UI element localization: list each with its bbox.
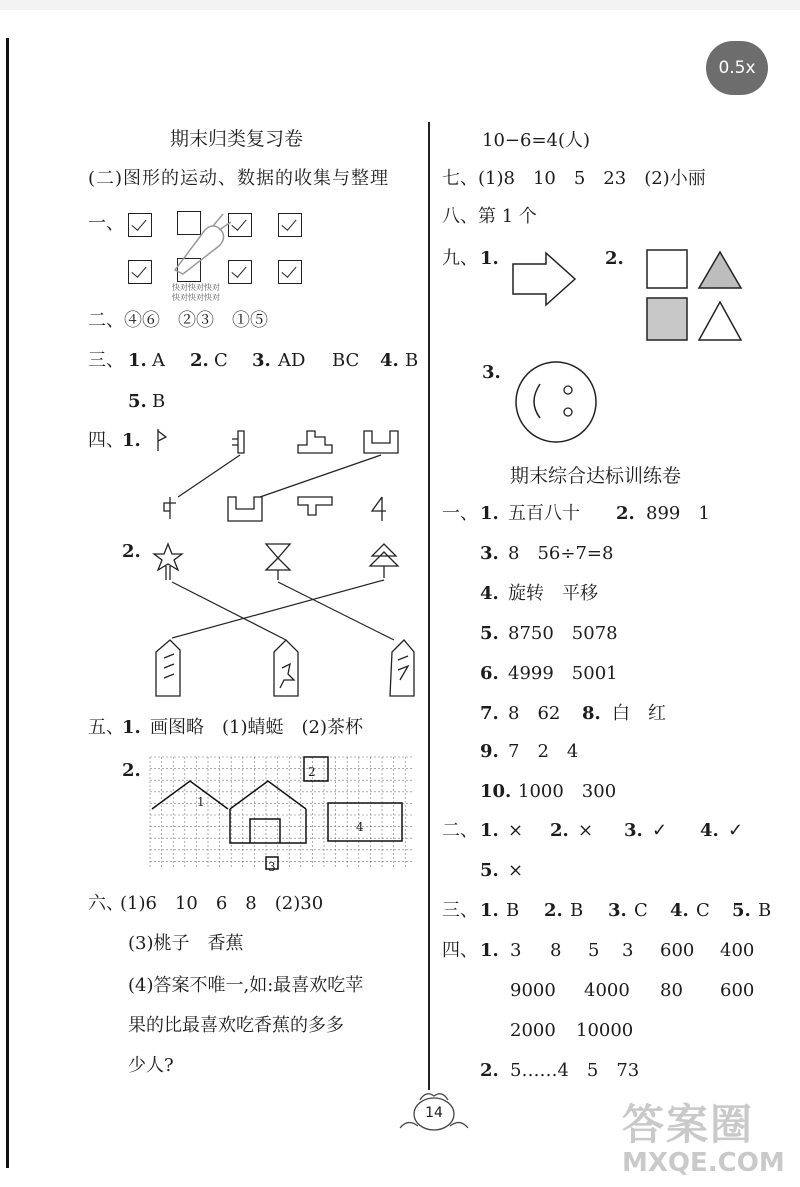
q4-label: 四、 bbox=[88, 430, 124, 451]
grid-label: 2 bbox=[308, 765, 316, 779]
q9-3-num: 3. bbox=[482, 362, 501, 383]
s4-val: 4000 bbox=[584, 980, 630, 1001]
s1-item-text: 旋转 平移 bbox=[508, 583, 598, 604]
s1-item-num: 1. bbox=[480, 503, 499, 524]
q5-1-num: 1. bbox=[122, 717, 141, 738]
s1-item-num: 3. bbox=[480, 543, 499, 564]
section-title-left: 期末归类复习卷 bbox=[170, 128, 304, 150]
s1-item-num: 10. bbox=[480, 781, 512, 802]
top-bar bbox=[0, 0, 800, 10]
q3-ans: B bbox=[152, 391, 166, 412]
s1-item-text: 8750 5078 bbox=[508, 623, 618, 644]
s1-item-num: 7. bbox=[480, 703, 499, 724]
s4-val: 8 bbox=[550, 940, 562, 961]
s3-num: 1. bbox=[480, 900, 499, 921]
s1-item-num: 4. bbox=[480, 583, 499, 604]
s4-2-num: 2. bbox=[480, 1060, 499, 1081]
q5-2-num: 2. bbox=[122, 760, 141, 781]
s3-num: 3. bbox=[608, 900, 627, 921]
s4-label: 四、 bbox=[442, 940, 478, 961]
s2-num: 2. bbox=[550, 820, 569, 841]
s2-ans: × bbox=[508, 860, 524, 881]
q9-2-num: 2. bbox=[605, 248, 624, 269]
q3-ans: AD bbox=[278, 350, 306, 371]
continued-line: 10−6=4(人) bbox=[482, 130, 591, 151]
q3-num: 3. bbox=[252, 350, 271, 371]
left-page-border bbox=[6, 38, 9, 1168]
s1-item-text: 白 红 bbox=[612, 703, 666, 724]
site-url-watermark: MXQE.COM bbox=[622, 1148, 785, 1178]
stamp-text: 快对快对快对 bbox=[172, 283, 220, 292]
checked-box bbox=[128, 260, 152, 284]
s2-ans: ✓ bbox=[652, 820, 668, 841]
q3-ans: B bbox=[405, 350, 419, 371]
s4-val: 600 bbox=[660, 940, 695, 961]
s3-ans: C bbox=[696, 900, 710, 921]
s4-val: 5 bbox=[588, 940, 600, 961]
q3-num: 4. bbox=[380, 350, 399, 371]
q6-line2: (3)桃子 香蕉 bbox=[128, 933, 244, 954]
q4-2-num: 2. bbox=[122, 541, 141, 562]
s1-item-text: 4999 5001 bbox=[508, 663, 618, 684]
s4-val: 600 bbox=[720, 980, 755, 1001]
s4-val: 3 bbox=[510, 940, 522, 961]
s2-num: 1. bbox=[480, 820, 499, 841]
site-watermark: 答案圈 bbox=[622, 1100, 755, 1149]
page-number: 14 bbox=[425, 1105, 443, 1121]
q8-answer: 八、第 1 个 bbox=[442, 206, 537, 227]
grid-figure bbox=[230, 781, 306, 809]
q6-line4: 果的比最喜欢吃香蕉的多多 bbox=[128, 1015, 344, 1036]
s3-ans: B bbox=[758, 900, 772, 921]
s3-num: 2. bbox=[544, 900, 563, 921]
s1-item-text: 7 2 4 bbox=[508, 741, 579, 762]
s4-2-answer: 5……4 5 73 bbox=[510, 1060, 640, 1081]
q3-num: 2. bbox=[190, 350, 209, 371]
s1-item-text: 8 62 bbox=[508, 703, 561, 724]
q1-label: 一、 bbox=[88, 213, 124, 234]
q5-label: 五、 bbox=[88, 717, 124, 738]
q3-num: 5. bbox=[128, 391, 147, 412]
s1-item-text: 1000 300 bbox=[518, 781, 617, 802]
q2-answer: 二、④⑥ ②③ ①⑤ bbox=[88, 310, 268, 331]
matching-figures-1 bbox=[150, 425, 420, 525]
checked-box bbox=[128, 213, 152, 237]
s1-item-text: 899 1 bbox=[646, 503, 710, 524]
q3-label: 三、 bbox=[88, 350, 124, 371]
s1-item-num: 9. bbox=[480, 741, 499, 762]
s2-label: 二、 bbox=[442, 820, 478, 841]
grid-figure bbox=[328, 803, 402, 841]
s3-num: 4. bbox=[670, 900, 689, 921]
dot-grid-drawing bbox=[150, 757, 420, 873]
s4-1-num: 1. bbox=[480, 940, 499, 961]
s3-ans: B bbox=[570, 900, 584, 921]
q5-1-answer: 画图略 (1)蜻蜓 (2)茶杯 bbox=[150, 717, 363, 738]
q6-line5: 少人? bbox=[128, 1055, 174, 1076]
section-title-right: 期末综合达标训练卷 bbox=[510, 465, 682, 487]
q3-ans: A bbox=[152, 350, 165, 371]
s3-ans: C bbox=[634, 900, 648, 921]
q9-label: 九、 bbox=[442, 248, 478, 269]
grid-label: 3 bbox=[268, 860, 276, 874]
q6-line3: (4)答案不唯一,如:最喜欢吃苹 bbox=[128, 975, 364, 996]
s1-item-num: 8. bbox=[582, 703, 601, 724]
carrot-stamp-icon bbox=[165, 210, 235, 280]
section-subtitle: (二)图形的运动、数据的收集与整理 bbox=[88, 168, 390, 189]
s2-ans: ✓ bbox=[728, 820, 744, 841]
playback-speed-badge[interactable]: 0.5x bbox=[706, 41, 768, 95]
matching-figures-2 bbox=[150, 540, 420, 710]
s3-num: 5. bbox=[732, 900, 751, 921]
q4-1-num: 1. bbox=[122, 430, 141, 451]
s1-item-text: 五百八十 bbox=[508, 503, 580, 524]
s4-val: 80 bbox=[660, 980, 683, 1001]
s3-ans: B bbox=[506, 900, 520, 921]
s4-val: 2000 bbox=[510, 1020, 556, 1041]
s1-item-num: 5. bbox=[480, 623, 499, 644]
s4-val: 9000 bbox=[510, 980, 556, 1001]
shapes-grid-icon bbox=[645, 248, 745, 344]
checked-box bbox=[278, 260, 302, 284]
face-circle-icon bbox=[510, 360, 602, 444]
s2-ans: × bbox=[508, 820, 524, 841]
q6-line1: (1)6 10 6 8 (2)30 bbox=[120, 893, 324, 914]
s4-val: 400 bbox=[720, 940, 755, 961]
q9-1-num: 1. bbox=[480, 248, 499, 269]
column-divider bbox=[428, 122, 430, 1090]
grid-label: 4 bbox=[356, 820, 364, 834]
arrow-shape-icon bbox=[510, 250, 580, 310]
s1-label: 一、 bbox=[442, 503, 478, 524]
q7-answer: 七、(1)8 10 5 23 (2)小丽 bbox=[442, 168, 706, 189]
s2-num: 5. bbox=[480, 860, 499, 881]
grid-figure bbox=[152, 781, 228, 809]
s1-item-num: 6. bbox=[480, 663, 499, 684]
s4-val: 3 bbox=[622, 940, 634, 961]
s2-ans: × bbox=[578, 820, 594, 841]
s1-item-text: 8 56÷7=8 bbox=[508, 543, 614, 564]
q6-label: 六、 bbox=[88, 893, 124, 914]
s2-num: 4. bbox=[700, 820, 719, 841]
checked-box bbox=[278, 213, 302, 237]
s2-num: 3. bbox=[624, 820, 643, 841]
q3-num: 1. bbox=[128, 350, 147, 371]
s3-label: 三、 bbox=[442, 900, 478, 921]
stamp-text: 快对快对快对 bbox=[172, 293, 220, 302]
s4-val: 10000 bbox=[576, 1020, 634, 1041]
grid-label: 1 bbox=[197, 795, 205, 809]
s1-item-num: 2. bbox=[616, 503, 635, 524]
q3-ans: C bbox=[214, 350, 228, 371]
q3-ans: BC bbox=[332, 350, 360, 371]
